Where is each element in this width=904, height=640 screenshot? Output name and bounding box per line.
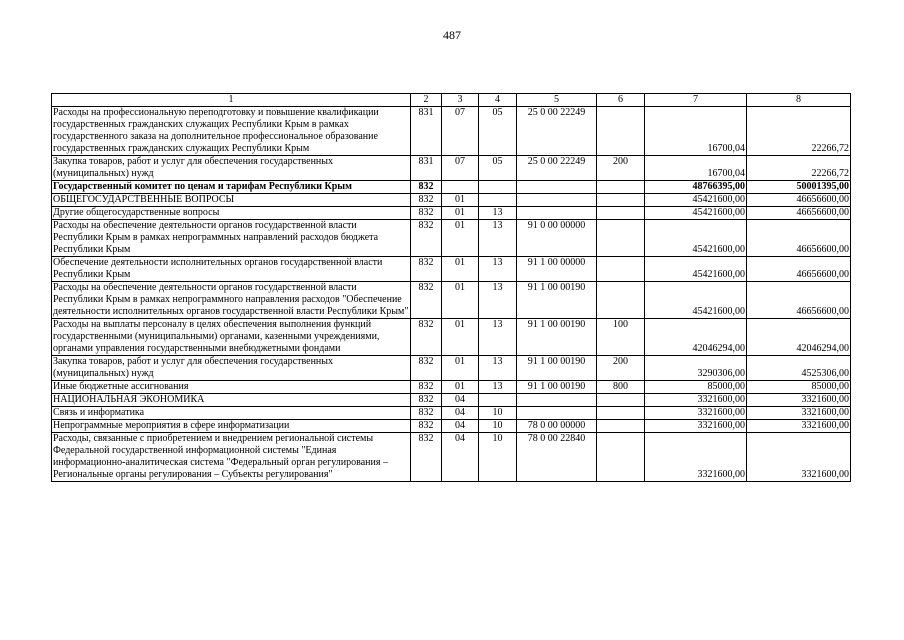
header-cell-5: 5 [517,94,597,107]
row-sum-1-cell: 45421600,00 [645,220,747,257]
row-target-cell: 78 0 00 22840 [517,433,597,482]
header-cell-3: 3 [442,94,479,107]
row-razdel-cell: 04 [442,420,479,433]
table-row [52,420,851,433]
row-vid-cell [597,181,645,194]
table-row [52,194,851,207]
row-vid-cell: 800 [597,381,645,394]
row-sum-2-cell: 22266,72 [747,156,851,181]
row-sum-2-cell: 3321600,00 [747,433,851,482]
row-vid-cell: 100 [597,319,645,356]
row-sum-1-cell: 16700,04 [645,156,747,181]
row-name-cell: Другие общегосударственные вопросы [52,207,411,220]
table-row [52,319,851,356]
row-sum-2-cell: 46656600,00 [747,194,851,207]
table-row [52,220,851,257]
row-name-cell: Закупка товаров, работ и услуг для обеспечения государственных (муниципальных) нужд [52,156,411,181]
row-target-cell [517,207,597,220]
row-vid-cell [597,107,645,156]
budget-table [51,93,851,482]
row-razdel-cell: 01 [442,207,479,220]
row-name-cell: Связь и информатика [52,407,411,420]
row-glava-cell: 832 [411,381,442,394]
row-name-cell: НАЦИОНАЛЬНАЯ ЭКОНОМИКА [52,394,411,407]
table-row [52,356,851,381]
row-podrazdel-cell [479,394,517,407]
row-sum-1-cell: 3321600,00 [645,407,747,420]
row-razdel-cell: 04 [442,394,479,407]
row-sum-1-cell: 3321600,00 [645,420,747,433]
table-row [52,207,851,220]
row-target-cell [517,194,597,207]
row-razdel-cell: 01 [442,319,479,356]
page-number: 487 [443,28,461,42]
row-glava-cell: 832 [411,207,442,220]
row-target-cell [517,394,597,407]
row-glava-cell: 832 [411,194,442,207]
row-razdel-cell: 01 [442,356,479,381]
row-sum-2-cell: 46656600,00 [747,257,851,282]
row-sum-1-cell: 16700,04 [645,107,747,156]
header-cell-6: 6 [597,94,645,107]
row-glava-cell: 832 [411,356,442,381]
row-podrazdel-cell [479,194,517,207]
table-row [52,282,851,319]
row-glava-cell: 832 [411,420,442,433]
row-sum-2-cell: 3321600,00 [747,420,851,433]
table-row [52,181,851,194]
table-row [52,394,851,407]
row-target-cell: 25 0 00 22249 [517,156,597,181]
row-razdel-cell: 01 [442,194,479,207]
row-sum-1-cell: 45421600,00 [645,257,747,282]
row-name-cell: Непрограммные мероприятия в сфере информатизации [52,420,411,433]
row-vid-cell [597,282,645,319]
row-target-cell: 91 1 00 00190 [517,319,597,356]
row-sum-2-cell: 50001395,00 [747,181,851,194]
header-cell-4: 4 [479,94,517,107]
row-vid-cell: 200 [597,356,645,381]
row-sum-1-cell: 45421600,00 [645,282,747,319]
row-vid-cell [597,257,645,282]
row-podrazdel-cell: 13 [479,381,517,394]
row-sum-2-cell: 46656600,00 [747,282,851,319]
row-sum-2-cell: 46656600,00 [747,220,851,257]
row-sum-1-cell: 3290306,00 [645,356,747,381]
row-sum-1-cell: 3321600,00 [645,394,747,407]
row-glava-cell: 832 [411,394,442,407]
row-target-cell [517,181,597,194]
row-podrazdel-cell: 13 [479,207,517,220]
header-cell-7: 7 [645,94,747,107]
row-podrazdel-cell: 10 [479,420,517,433]
row-vid-cell [597,207,645,220]
row-podrazdel-cell: 13 [479,282,517,319]
row-razdel-cell: 01 [442,220,479,257]
row-glava-cell: 832 [411,257,442,282]
row-name-cell: Расходы на обеспечение деятельности органов государственной власти Республики Крым в рамках непрограммных направлений расходов бюджета Республики Крым [52,220,411,257]
row-glava-cell: 832 [411,407,442,420]
row-target-cell: 91 1 00 00190 [517,282,597,319]
table-row [52,407,851,420]
row-target-cell: 91 1 00 00000 [517,257,597,282]
row-sum-1-cell: 45421600,00 [645,194,747,207]
row-sum-2-cell: 42046294,00 [747,319,851,356]
row-name-cell: Иные бюджетные ассигнования [52,381,411,394]
row-glava-cell: 832 [411,220,442,257]
row-glava-cell: 832 [411,282,442,319]
row-name-cell: Расходы, связанные с приобретением и внедрением региональной системы Федеральной государственной информационной системы "Единая информационно-аналитическая система "Федеральный орган регулирования – Региональные органы регулирования – Субъекты регулирования" [52,433,411,482]
row-sum-2-cell: 46656600,00 [747,207,851,220]
row-razdel-cell [442,181,479,194]
row-sum-2-cell: 4525306,00 [747,356,851,381]
row-sum-1-cell: 48766395,00 [645,181,747,194]
table-row [52,156,851,181]
row-name-cell: Расходы на выплаты персоналу в целях обеспечения выполнения функций государственными (муниципальными) органами, казенными учреждениями, органами управления государственными внебюджетными фондами [52,319,411,356]
row-vid-cell [597,394,645,407]
header-cell-2: 2 [411,94,442,107]
row-name-cell: Расходы на профессиональную переподготовку и повышение квалификации государственных гражданских служащих Республики Крым в рамках государственного заказа на дополнительное профессиональное образование государственных гражданских служащих Республики Крым [52,107,411,156]
header-cell-1: 1 [52,94,411,107]
row-glava-cell: 832 [411,433,442,482]
table-row [52,107,851,156]
row-vid-cell: 200 [597,156,645,181]
table-header-row [52,94,851,107]
row-razdel-cell: 01 [442,282,479,319]
row-name-cell: Расходы на обеспечение деятельности органов государственной власти Республики Крым в рамках непрограммного направления расходов "Обеспечение деятельности исполнительных органов государственной власти Республики Крым" [52,282,411,319]
row-razdel-cell: 07 [442,156,479,181]
row-vid-cell [597,433,645,482]
header-cell-8: 8 [747,94,851,107]
row-vid-cell [597,407,645,420]
row-target-cell: 91 0 00 00000 [517,220,597,257]
row-glava-cell: 832 [411,319,442,356]
row-target-cell [517,407,597,420]
table-row [52,381,851,394]
table-row [52,257,851,282]
row-sum-2-cell: 3321600,00 [747,407,851,420]
row-razdel-cell: 01 [442,257,479,282]
row-glava-cell: 831 [411,156,442,181]
row-podrazdel-cell: 05 [479,107,517,156]
row-sum-1-cell: 42046294,00 [645,319,747,356]
row-podrazdel-cell: 13 [479,356,517,381]
row-podrazdel-cell: 13 [479,220,517,257]
row-razdel-cell: 04 [442,407,479,420]
row-target-cell: 91 1 00 00190 [517,356,597,381]
row-podrazdel-cell: 10 [479,433,517,482]
row-glava-cell: 832 [411,181,442,194]
row-razdel-cell: 07 [442,107,479,156]
row-name-cell: Обеспечение деятельности исполнительных органов государственной власти Республики Крым [52,257,411,282]
row-podrazdel-cell: 05 [479,156,517,181]
row-razdel-cell: 01 [442,381,479,394]
row-razdel-cell: 04 [442,433,479,482]
row-glava-cell: 831 [411,107,442,156]
row-target-cell: 91 1 00 00190 [517,381,597,394]
row-target-cell: 78 0 00 00000 [517,420,597,433]
row-podrazdel-cell: 13 [479,319,517,356]
row-sum-1-cell: 45421600,00 [645,207,747,220]
row-sum-2-cell: 3321600,00 [747,394,851,407]
row-vid-cell [597,220,645,257]
table-row [52,433,851,482]
row-sum-2-cell: 22266,72 [747,107,851,156]
row-podrazdel-cell: 13 [479,257,517,282]
row-name-cell: ОБЩЕГОСУДАРСТВЕННЫЕ ВОПРОСЫ [52,194,411,207]
row-sum-1-cell: 3321600,00 [645,433,747,482]
row-sum-2-cell: 85000,00 [747,381,851,394]
row-vid-cell [597,420,645,433]
row-podrazdel-cell: 10 [479,407,517,420]
row-podrazdel-cell [479,181,517,194]
row-target-cell: 25 0 00 22249 [517,107,597,156]
row-name-cell: Государственный комитет по ценам и тарифам Республики Крым [52,181,411,194]
row-name-cell: Закупка товаров, работ и услуг для обеспечения государственных (муниципальных) нужд [52,356,411,381]
row-vid-cell [597,194,645,207]
row-sum-1-cell: 85000,00 [645,381,747,394]
